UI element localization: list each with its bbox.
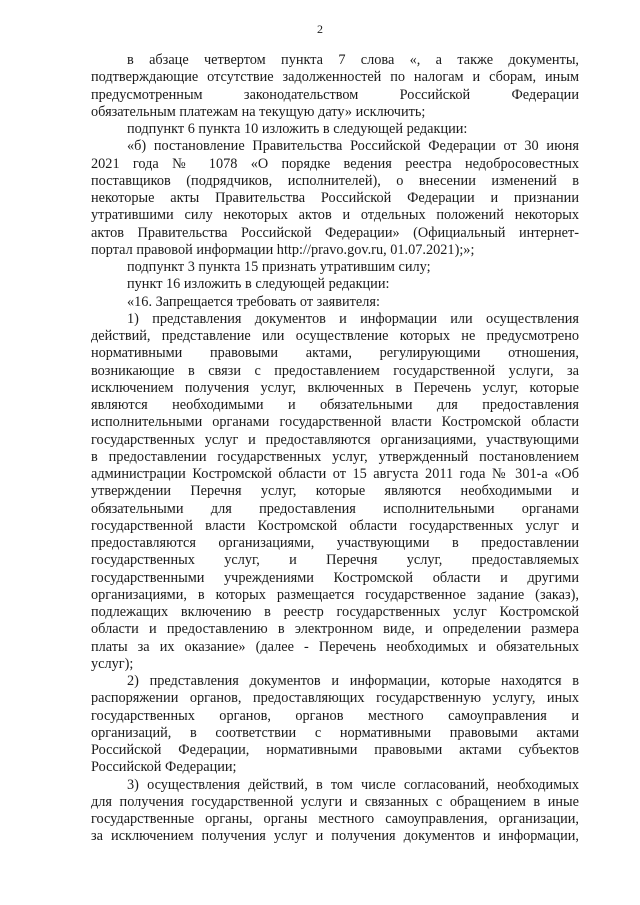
text-line: 2021 года № 1078 «О порядке ведения реестра недобросовестных — [91, 155, 579, 172]
text-line: государственной власти Костромской области государственных услуг и — [91, 517, 579, 534]
text-line: 1) представления документов и информации или осуществления — [127, 310, 579, 327]
text-line: исключением получения услуг, включенных в Перечень услуг, которые — [91, 379, 579, 396]
text-line: предоставляются организациями, участвующими в предоставлении — [91, 535, 579, 551]
text-line: организациями, в которых размещается государственное задание (заказ), — [91, 586, 579, 603]
text-line: для получения государственной услуги и связанных с обращением в иные — [91, 793, 579, 810]
text-line: подлежащих включению в реестр государственных услуг Костромской — [91, 604, 579, 620]
text-line: услуг); — [91, 655, 134, 672]
text-line: распоряжении органов, предоставляющих государственную услугу, иных — [91, 690, 579, 707]
text-line: утверждении Перечня услуг, которые являются необходимыми и — [91, 483, 579, 500]
text-line: поставщиков (подрядчиков, исполнителей), о внесении изменений в — [91, 172, 579, 189]
text-line: за исключением получения услуг и получения документов и информации, — [91, 828, 579, 845]
text-line: государственные органы, органы местного самоуправления, организации, — [91, 811, 579, 827]
text-line: исполнительными органами государственной власти Костромской области — [91, 414, 579, 431]
document-body — [91, 52, 579, 846]
text-line: возникающие в связи с предоставлением государственной услуги, за — [91, 362, 579, 379]
text-line: Российской Федерации; — [91, 759, 237, 776]
text-line: пункт 16 изложить в следующей редакции: — [127, 276, 390, 293]
text-line: организаций, в соответствии с нормативными правовыми актами — [91, 724, 579, 741]
text-line: области и предоставлению в электронном виде, и определении размера — [91, 621, 579, 638]
text-line: «б) постановление Правительства Российской Федерации от 30 июня — [127, 138, 579, 155]
text-line: платы за их оказание» (далее - Перечень необходимых и обязательных — [91, 638, 579, 655]
text-line: нормативными правовыми актами, регулирующими отношения, — [91, 345, 579, 362]
text-line: действий, представление или осуществление которых не предусмотрено — [91, 328, 579, 344]
text-line: «16. Запрещается требовать от заявителя: — [127, 293, 380, 310]
text-line: подтверждающие отсутствие задолженностей по налогам и сборам, иным — [91, 69, 579, 86]
text-line: администрации Костромской области от 15 августа 2011 года № 301-а «Об — [91, 466, 579, 482]
text-line: государственных услуг и предоставляются организациями, участвующими — [91, 431, 579, 448]
text-line: портал правовой информации http://pravo.gov.ru, 01.07.2021);»; — [91, 241, 475, 258]
text-line: некоторые акты Правительства Российской Федерации и признании — [91, 190, 579, 206]
text-line: государственных органов, органов местного самоуправления и — [91, 707, 579, 724]
text-line: подпункт 6 пункта 10 изложить в следующей редакции: — [127, 121, 468, 137]
text-line: обязательными для предоставления исполнительными органами — [91, 500, 579, 517]
text-line: в предоставлении государственных услуг, утвержденный постановлением — [91, 448, 579, 465]
text-line: предусмотренным законодательством Российской Федерации — [91, 86, 579, 103]
text-line: являются необходимыми и обязательными для предоставления — [91, 397, 579, 413]
text-line: 2) представления документов и информации, которые находятся в — [127, 673, 579, 689]
text-line: в абзаце четвертом пункта 7 слова «, а также документы, — [127, 52, 579, 68]
text-line: государственными учреждениями Костромской области и другими — [91, 569, 579, 586]
text-line: актов Правительства Российской Федерации» (Официальный интернет- — [91, 224, 579, 241]
text-line: утратившими силу некоторых актов и отдельных положений некоторых — [91, 207, 579, 224]
text-line: 3) осуществления действий, в том числе согласований, необходимых — [127, 776, 579, 793]
text-line: обязательным платежам на текущую дату» исключить; — [91, 103, 426, 120]
text-line: Российской Федерации, нормативными правовыми актами субъектов — [91, 742, 579, 758]
text-line: подпункт 3 пункта 15 признать утратившим силу; — [127, 259, 431, 275]
text-line: государственных услуг, и Перечня услуг, предоставляемых — [91, 552, 579, 569]
page-number: 2 — [317, 22, 323, 36]
